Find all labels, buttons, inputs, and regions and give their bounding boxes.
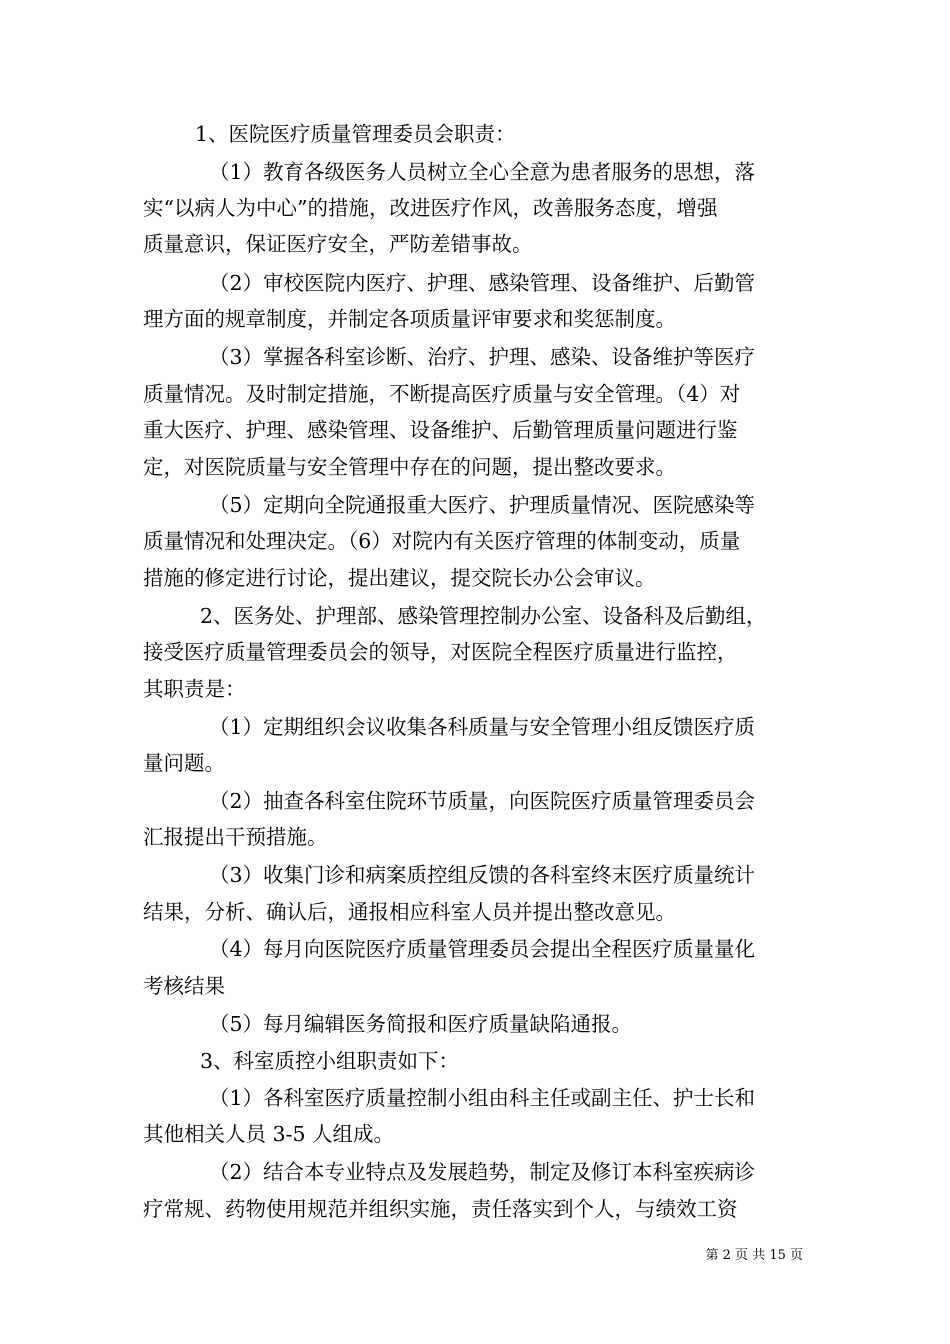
paragraph-line: 3、科室质控小组职责如下： xyxy=(200,1049,460,1073)
paragraph-line: 疗常规、药物使用规范并组织实施，责任落实到个人，与绩效工资 xyxy=(143,1197,738,1221)
paragraph-line: 汇报提出干预措施。 xyxy=(143,825,328,849)
paragraph-line: （5）定期向全院通报重大医疗、护理质量情况、医院感染等 xyxy=(209,493,756,517)
paragraph-line: 接受医疗质量管理委员会的领导，对医院全程医疗质量进行监控， xyxy=(143,640,738,664)
paragraph-line: （1）定期组织会议收集各科质量与安全管理小组反馈医疗质 xyxy=(209,715,756,739)
paragraph-line: 质量情况和处理决定。（6）对院内有关医疗管理的体制变动，质量 xyxy=(143,529,741,553)
paragraph-line: （1）各科室医疗质量控制小组由科主任或副主任、护士长和 xyxy=(209,1086,756,1110)
page-number-footer: 第 2 页 共 15 页 xyxy=(705,1248,803,1263)
paragraph-line: （4）每月向医院医疗质量管理委员会提出全程医疗质量量化 xyxy=(209,937,756,961)
paragraph-line: （2）审校医院内医疗、护理、感染管理、设备维护、后勤管 xyxy=(209,271,756,295)
paragraph-line: 措施的修定进行讨论，提出建议，提交院长办公会审议。 xyxy=(143,566,656,590)
paragraph-line: 定，对医院质量与安全管理中存在的问题，提出整改要求。 xyxy=(143,455,676,479)
paragraph-line: 1、医院医疗质量管理委员会职责： xyxy=(195,122,516,146)
paragraph-line: 量问题。 xyxy=(143,751,225,775)
paragraph-line: 其他相关人员 3-5 人组成。 xyxy=(143,1122,395,1146)
paragraph-line: 其职责是： xyxy=(143,677,246,701)
paragraph-line: （2）抽查各科室住院环节质量，向医院医疗质量管理委员会 xyxy=(209,789,756,813)
paragraph-line: 结果，分析、确认后，通报相应科室人员并提出整改意见。 xyxy=(143,900,676,924)
paragraph-line: 实“以病人为中心”的措施，改进医疗作风，改善服务态度，增强 xyxy=(143,196,718,220)
paragraph-line: （3）收集门诊和病案质控组反馈的各科室终末医疗质量统计 xyxy=(209,863,756,887)
paragraph-line: 2、医务处、护理部、感染管理控制办公室、设备科及后勤组， xyxy=(200,604,767,628)
paragraph-line: （3）掌握各科室诊断、治疗、护理、感染、设备维护等医疗 xyxy=(209,345,756,369)
paragraph-line: 考核结果 xyxy=(143,974,225,998)
paragraph-line: 重大医疗、护理、感染管理、设备维护、后勤管理质量问题进行鉴 xyxy=(143,418,738,442)
paragraph-line: 理方面的规章制度，并制定各项质量评审要求和奖惩制度。 xyxy=(143,307,676,331)
paragraph-line: （2）结合本专业特点及发展趋势，制定及修订本科室疾病诊 xyxy=(209,1160,756,1184)
paragraph-line: （5）每月编辑医务简报和医疗质量缺陷通报。 xyxy=(209,1012,633,1036)
paragraph-line: （1）教育各级医务人员树立全心全意为患者服务的思想，落 xyxy=(209,160,756,184)
paragraph-line: 质量情况。及时制定措施，不断提高医疗质量与安全管理。（4）对 xyxy=(143,382,741,406)
paragraph-line: 质量意识，保证医疗安全，严防差错事故。 xyxy=(143,232,533,256)
